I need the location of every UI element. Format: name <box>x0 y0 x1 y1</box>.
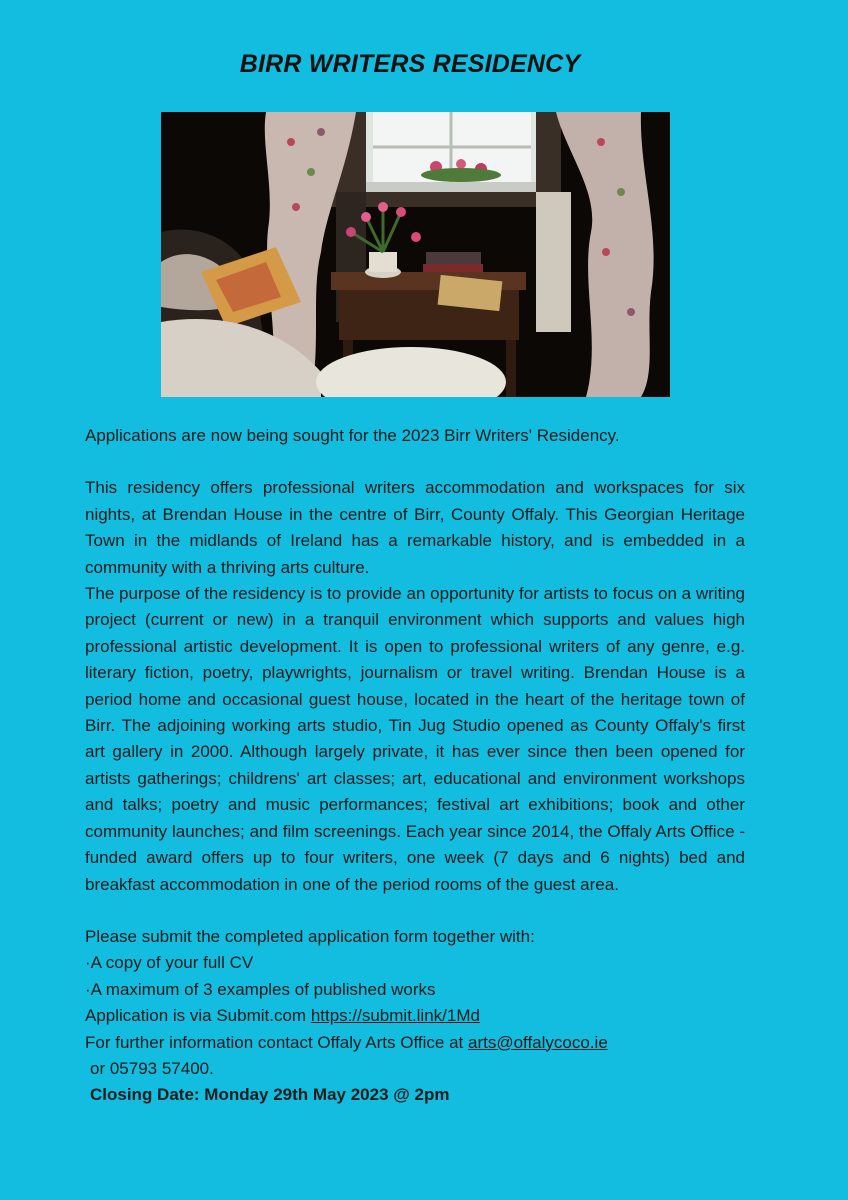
submit-intro: Please submit the completed application form together with: <box>85 926 535 946</box>
intro-paragraph: Applications are now being sought for the 2023 Birr Writers' Residency. <box>85 426 620 445</box>
spacer <box>85 449 745 475</box>
application-label: Application is via Submit.com <box>85 1006 311 1026</box>
room-photo-icon <box>161 112 670 397</box>
phone-line: or 05793 57400. <box>90 1058 214 1078</box>
spacer <box>85 898 745 924</box>
submit-link[interactable]: https://submit.link/1Md <box>310 1006 480 1026</box>
contact-label: For further information contact Offaly Arts Office at <box>85 1032 468 1052</box>
room-photo <box>161 112 670 397</box>
email-link[interactable]: arts@offalycoco.ie <box>467 1032 608 1052</box>
page-title: BIRR WRITERS RESIDENCY <box>239 50 581 78</box>
contact-line <box>85 1030 745 1056</box>
submit-item-cv: ·A copy of your full CV <box>85 953 254 973</box>
submit-item-works: ·A maximum of 3 examples of published works <box>85 979 436 999</box>
application-line <box>85 1003 745 1029</box>
closing-date: Closing Date: Monday 29th May 2023 @ 2pm <box>90 1085 450 1105</box>
body-text <box>85 423 745 1109</box>
paragraph-accommodation: This residency offers professional writers accommodation and workspaces for six nights, at Brendan House in the centre of Birr, County Offaly. This Georgian Heritage Town in the midlands of Ireland has a remarkable history, and is embedded in a community with a thriving arts culture. <box>85 478 745 577</box>
paragraph-purpose: The purpose of the residency is to provide an opportunity for artists to focus on a writing project (current or new) in a tranquil environment which supports and values high professional artistic development. It is open to professional writers of any genre, e.g. literary fiction, poetry, playwrights, journalism or travel writing. Brendan House is a period home and occasional guest house, located in the heart of the heritage town of Birr. The adjoining working arts studio, Tin Jug Studio opened as County Offaly's first art gallery in 2000. Although largely private, it has ever since then been opened for artists gatherings; childrens' art classes; art, educational and environment workshops and talks; poetry and music performances; festival art exhibitions; book and other community launches; and film screenings. Each year since 2014, the Offaly Arts Office -funded award offers up to four writers, one week (7 days and 6 nights) bed and breakfast accommodation in one of the period rooms of the guest area. <box>85 584 745 894</box>
